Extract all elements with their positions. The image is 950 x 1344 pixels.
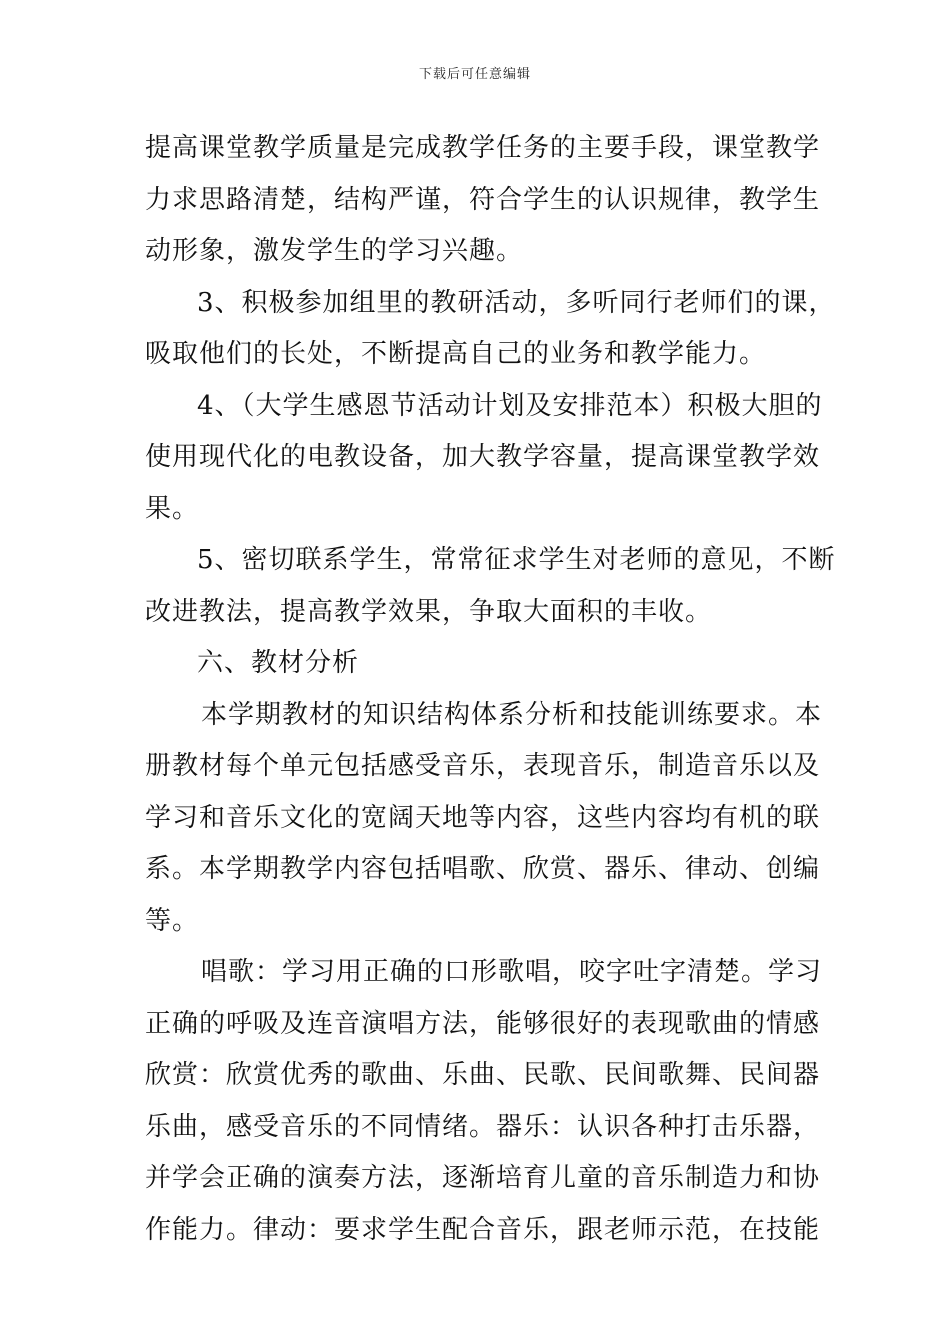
text-line: 并学会正确的演奏方法，逐渐培育儿童的音乐制造力和协 [145,1163,821,1193]
text-line: 学习和音乐文化的宽阔天地等内容，这些内容均有机的联 [145,802,821,833]
text-line: 作能力。律动：要求学生配合音乐，跟老师示范，在技能 [145,1214,821,1245]
paragraph-item-4: 4、（大学生感恩节活动计划及安排范本）积极大胆的 [197,390,823,421]
page-header: 下载后可任意编辑 [418,67,531,82]
text-line: 使用现代化的电教设备，加大教学容量，提高课堂教学效 [145,442,821,472]
text-line: 提高课堂教学质量是完成教学任务的主要手段，课堂教学 [145,133,821,163]
paragraph-item-3: 3、积极参加组里的教研活动，多听同行老师们的课， [197,287,836,318]
document-body [145,123,836,1256]
section-heading: 六、教材分析 [197,648,360,678]
text-line: 本学期教材的知识结构体系分析和技能训练要求。本 [201,699,823,730]
text-line: 册教材每个单元包括感受音乐，表现音乐，制造音乐以及 [145,751,821,781]
text-line: 欣赏：欣赏优秀的歌曲、乐曲、民歌、民间歌舞、民间器 [145,1060,821,1090]
paragraph-item-5: 5、密切联系学生，常常征求学生对老师的意见，不断 [197,545,836,575]
text-line: 改进教法，提高教学效果，争取大面积的丰收。 [145,596,713,627]
text-line: 动形象，激发学生的学习兴趣。 [145,236,524,266]
text-line: 系。本学期教学内容包括唱歌、欣赏、器乐、律动、创编 [145,854,821,884]
text-line: 吸取他们的长处，不断提高自己的业务和教学能力。 [145,339,767,369]
text-line: 乐曲，感受音乐的不同情绪。器乐：认识各种打击乐器， [145,1111,821,1142]
text-line: 唱歌：学习用正确的口形歌唱，咬字吐字清楚。学习 [201,957,823,987]
text-line: 力求思路清楚，结构严谨，符合学生的认识规律，教学生 [145,184,821,215]
text-line: 正确的呼吸及连音演唱方法，能够很好的表现歌曲的情感 [145,1008,821,1039]
text-line: 等。 [145,905,200,936]
text-line: 果。 [145,493,200,524]
